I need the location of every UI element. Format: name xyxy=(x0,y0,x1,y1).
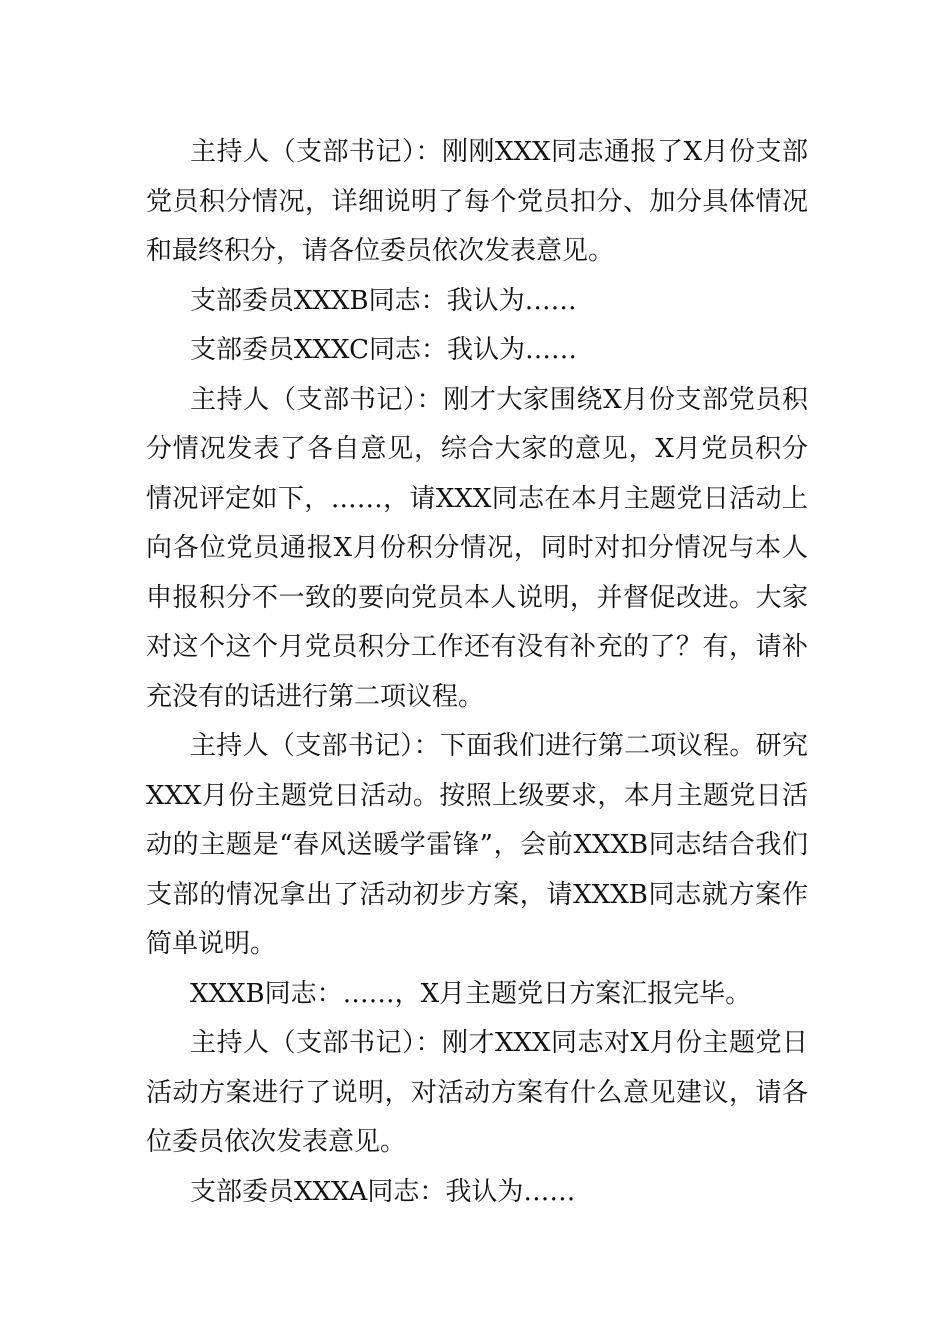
paragraph-member-a: 支部委员XXXA同志：我认为…… xyxy=(190,1176,576,1207)
paragraph-host-second-agenda: 主持人（支部书记）：下面我们进行第二项议程。研究XXX月份主题党日活动。按照上级要求，本月主题党日活动的主题是“春风送暖学雷锋”，会前XXXB同志结合我们支部的情况拿出了活动初步方案，请XXXB同志就方案作简单说明。 xyxy=(146,731,808,959)
paragraph-member-b: 支部委员XXXB同志：我认为…… xyxy=(190,285,577,316)
paragraph-xxxb-report: XXXB同志：……，X月主题党日方案汇报完毕。 xyxy=(190,978,752,1009)
paragraph-host-summary: 主持人（支部书记）：刚才大家围绕X月份支部党员积分情况发表了各自意见，综合大家的意见，X月党员积分情况评定如下，……，请XXX同志在本月主题党日活动上向各位党员通报X月份积分情况，同时对扣分情况与本人申报积分不一致的要向党员本人说明，并督促改进。大家对这个这个月党员积分工作还有没有补充的了？有，请补充没有的话进行第二项议程。 xyxy=(146,384,808,712)
document-body xyxy=(146,128,808,1217)
paragraph-host-discussion: 主持人（支部书记）：刚才XXX同志对X月份主题党日活动方案进行了说明，对活动方案有什么意见建议，请各位委员依次发表意见。 xyxy=(146,1028,808,1157)
paragraph-host-opening: 主持人（支部书记）：刚刚XXX同志通报了X月份支部党员积分情况，详细说明了每个党员扣分、加分具体情况和最终积分，请各位委员依次发表意见。 xyxy=(146,137,808,266)
paragraph-member-c: 支部委员XXXC同志：我认为…… xyxy=(190,335,577,365)
